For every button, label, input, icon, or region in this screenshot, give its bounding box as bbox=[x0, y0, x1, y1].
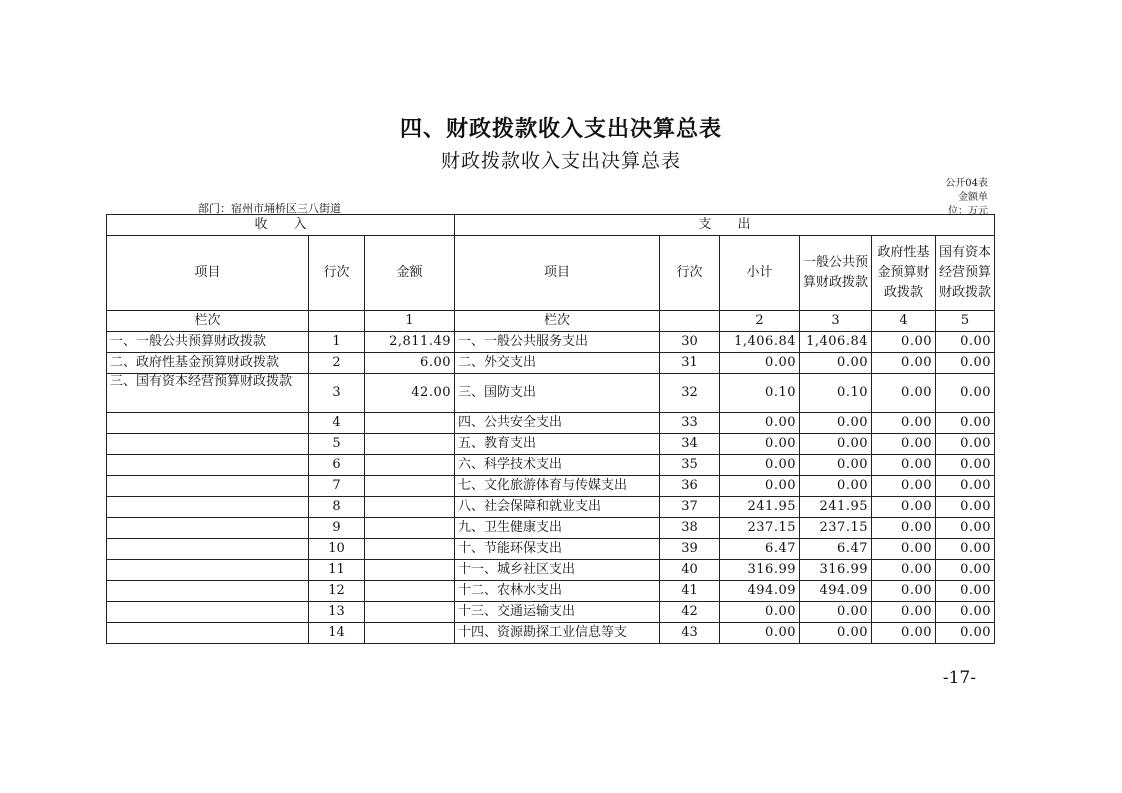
income-row-no-cell: 2 bbox=[309, 353, 365, 374]
state-capital-amount-cell: 0.00 bbox=[936, 560, 995, 581]
expense-item-cell: 二、外交支出 bbox=[455, 353, 660, 374]
expense-row-no-cell: 35 bbox=[660, 455, 720, 476]
income-item-cell bbox=[107, 602, 309, 623]
table-row bbox=[107, 518, 995, 539]
expense-row-no-cell: 40 bbox=[660, 560, 720, 581]
general-budget-amount-cell: 0.00 bbox=[800, 455, 872, 476]
income-item-cell bbox=[107, 560, 309, 581]
table-row bbox=[107, 434, 995, 455]
col-index-2: 2 bbox=[720, 311, 800, 332]
state-capital-amount-cell: 0.00 bbox=[936, 602, 995, 623]
expense-row-no-cell: 42 bbox=[660, 602, 720, 623]
expense-item-cell: 十一、城乡社区支出 bbox=[455, 560, 660, 581]
expense-item-cell: 一、一般公共服务支出 bbox=[455, 332, 660, 353]
income-item-cell bbox=[107, 623, 309, 644]
general-budget-amount-cell: 0.00 bbox=[800, 476, 872, 497]
income-amount-cell bbox=[365, 476, 455, 497]
gov-fund-amount-cell: 0.00 bbox=[872, 602, 936, 623]
table-row bbox=[107, 602, 995, 623]
income-row-no-cell: 6 bbox=[309, 455, 365, 476]
subtotal-cell: 0.00 bbox=[720, 434, 800, 455]
expense-item-cell: 三、国防支出 bbox=[455, 374, 660, 413]
state-capital-amount-cell: 0.00 bbox=[936, 353, 995, 374]
table-row bbox=[107, 623, 995, 644]
table-row bbox=[107, 476, 995, 497]
state-capital-amount-cell: 0.00 bbox=[936, 374, 995, 413]
column-header-row bbox=[107, 236, 995, 311]
subtotal-cell: 0.00 bbox=[720, 455, 800, 476]
income-item-cell bbox=[107, 539, 309, 560]
income-row-no-cell: 13 bbox=[309, 602, 365, 623]
income-amount-cell bbox=[365, 413, 455, 434]
expense-row-no-header: 行次 bbox=[660, 236, 720, 311]
expense-item-cell: 七、文化旅游体育与传媒支出 bbox=[455, 476, 660, 497]
income-item-cell bbox=[107, 476, 309, 497]
general-budget-amount-cell: 0.00 bbox=[800, 623, 872, 644]
general-budget-amount-cell: 0.00 bbox=[800, 413, 872, 434]
state-capital-amount-cell: 0.00 bbox=[936, 476, 995, 497]
state-capital-amount-cell: 0.00 bbox=[936, 434, 995, 455]
gov-fund-amount-cell: 0.00 bbox=[872, 434, 936, 455]
col-index-3: 3 bbox=[800, 311, 872, 332]
page-title: 四、财政拨款收入支出决算总表 bbox=[399, 116, 722, 142]
form-number: 公开04表 bbox=[945, 178, 988, 189]
subtotal-cell: 0.10 bbox=[720, 374, 800, 413]
subtotal-cell: 494.09 bbox=[720, 581, 800, 602]
general-budget-header: 一般公共预算财政拨款 bbox=[800, 236, 872, 311]
page-number: -17- bbox=[942, 668, 976, 688]
income-row-no-cell: 1 bbox=[309, 332, 365, 353]
expense-row-no-cell: 32 bbox=[660, 374, 720, 413]
gov-fund-header: 政府性基金预算财政拨款 bbox=[872, 236, 936, 311]
income-amount-cell bbox=[365, 602, 455, 623]
subtotal-cell: 0.00 bbox=[720, 413, 800, 434]
subtotal-cell: 0.00 bbox=[720, 623, 800, 644]
income-item-header: 项目 bbox=[107, 236, 309, 311]
income-row-no-cell: 14 bbox=[309, 623, 365, 644]
unit-label-1: 金额单 bbox=[958, 192, 988, 203]
subtotal-cell: 0.00 bbox=[720, 353, 800, 374]
table-row bbox=[107, 581, 995, 602]
gov-fund-amount-cell: 0.00 bbox=[872, 539, 936, 560]
subtotal-cell: 237.15 bbox=[720, 518, 800, 539]
income-row-no-cell: 7 bbox=[309, 476, 365, 497]
expense-item-cell: 六、科学技术支出 bbox=[455, 455, 660, 476]
col-index-4: 4 bbox=[872, 311, 936, 332]
subtotal-cell: 316.99 bbox=[720, 560, 800, 581]
table-title: 财政拨款收入支出决算总表 bbox=[440, 150, 681, 172]
budget-table bbox=[106, 214, 995, 644]
column-index-row bbox=[107, 311, 995, 332]
income-item-cell: 一、一般公共预算财政拨款 bbox=[107, 332, 309, 353]
general-budget-amount-cell: 0.00 bbox=[800, 353, 872, 374]
income-item-cell bbox=[107, 455, 309, 476]
subtotal-cell: 1,406.84 bbox=[720, 332, 800, 353]
expense-item-cell: 十、节能环保支出 bbox=[455, 539, 660, 560]
general-budget-amount-cell: 241.95 bbox=[800, 497, 872, 518]
expense-row-no-cell: 33 bbox=[660, 413, 720, 434]
expense-item-cell: 十二、农林水支出 bbox=[455, 581, 660, 602]
expense-row-no-cell: 36 bbox=[660, 476, 720, 497]
income-item-cell: 二、政府性基金预算财政拨款 bbox=[107, 353, 309, 374]
expense-row-no-cell: 41 bbox=[660, 581, 720, 602]
gov-fund-amount-cell: 0.00 bbox=[872, 332, 936, 353]
table-row bbox=[107, 374, 995, 413]
state-capital-amount-cell: 0.00 bbox=[936, 518, 995, 539]
income-row-no-cell: 12 bbox=[309, 581, 365, 602]
col-index-1: 1 bbox=[365, 311, 455, 332]
table-row bbox=[107, 455, 995, 476]
unit-label-2: 位：万元 bbox=[948, 206, 988, 217]
income-amount-cell bbox=[365, 497, 455, 518]
income-amount-cell bbox=[365, 455, 455, 476]
gov-fund-amount-cell: 0.00 bbox=[872, 476, 936, 497]
subtotal-cell: 0.00 bbox=[720, 602, 800, 623]
expense-item-cell: 五、教育支出 bbox=[455, 434, 660, 455]
state-capital-header: 国有资本经营预算财政拨款 bbox=[936, 236, 995, 311]
income-row-no-cell: 9 bbox=[309, 518, 365, 539]
table-row bbox=[107, 332, 995, 353]
income-amount-cell bbox=[365, 623, 455, 644]
general-budget-amount-cell: 494.09 bbox=[800, 581, 872, 602]
gov-fund-amount-cell: 0.00 bbox=[872, 455, 936, 476]
state-capital-amount-cell: 0.00 bbox=[936, 455, 995, 476]
table-row bbox=[107, 497, 995, 518]
subtotal-header: 小计 bbox=[720, 236, 800, 311]
general-budget-amount-cell: 0.10 bbox=[800, 374, 872, 413]
income-item-cell bbox=[107, 581, 309, 602]
col-index-5: 5 bbox=[936, 311, 995, 332]
expense-item-cell: 四、公共安全支出 bbox=[455, 413, 660, 434]
income-amount-cell: 6.00 bbox=[365, 353, 455, 374]
gov-fund-amount-cell: 0.00 bbox=[872, 623, 936, 644]
expense-row-no-cell: 43 bbox=[660, 623, 720, 644]
section-header-row bbox=[107, 215, 995, 236]
income-row-no-cell: 11 bbox=[309, 560, 365, 581]
expense-header: 支 出 bbox=[455, 215, 995, 236]
gov-fund-amount-cell: 0.00 bbox=[872, 413, 936, 434]
general-budget-amount-cell: 1,406.84 bbox=[800, 332, 872, 353]
income-item-cell bbox=[107, 434, 309, 455]
state-capital-amount-cell: 0.00 bbox=[936, 332, 995, 353]
income-amount-cell bbox=[365, 539, 455, 560]
gov-fund-amount-cell: 0.00 bbox=[872, 497, 936, 518]
state-capital-amount-cell: 0.00 bbox=[936, 623, 995, 644]
col-index-empty-2 bbox=[660, 311, 720, 332]
col-index-label: 栏次 bbox=[107, 311, 309, 332]
table-row bbox=[107, 539, 995, 560]
expense-item-cell: 八、社会保障和就业支出 bbox=[455, 497, 660, 518]
state-capital-amount-cell: 0.00 bbox=[936, 539, 995, 560]
table-row bbox=[107, 353, 995, 374]
income-amount-cell bbox=[365, 581, 455, 602]
expense-row-no-cell: 37 bbox=[660, 497, 720, 518]
income-row-no-cell: 3 bbox=[309, 374, 365, 413]
expense-item-cell: 十三、交通运输支出 bbox=[455, 602, 660, 623]
col-index-empty bbox=[309, 311, 365, 332]
gov-fund-amount-cell: 0.00 bbox=[872, 581, 936, 602]
income-amount-cell bbox=[365, 518, 455, 539]
subtotal-cell: 241.95 bbox=[720, 497, 800, 518]
table-row bbox=[107, 560, 995, 581]
col-index-exp-label: 栏次 bbox=[455, 311, 660, 332]
income-row-no-header: 行次 bbox=[309, 236, 365, 311]
expense-item-cell: 九、卫生健康支出 bbox=[455, 518, 660, 539]
income-amount-cell: 2,811.49 bbox=[365, 332, 455, 353]
income-row-no-cell: 10 bbox=[309, 539, 365, 560]
department-label: 部门：宿州市埇桥区三八街道 bbox=[198, 202, 341, 215]
general-budget-amount-cell: 0.00 bbox=[800, 602, 872, 623]
table-row bbox=[107, 413, 995, 434]
expense-row-no-cell: 31 bbox=[660, 353, 720, 374]
expense-row-no-cell: 38 bbox=[660, 518, 720, 539]
income-item-cell: 三、国有资本经营预算财政拨款 bbox=[107, 374, 309, 413]
state-capital-amount-cell: 0.00 bbox=[936, 497, 995, 518]
expense-row-no-cell: 34 bbox=[660, 434, 720, 455]
expense-row-no-cell: 39 bbox=[660, 539, 720, 560]
general-budget-amount-cell: 6.47 bbox=[800, 539, 872, 560]
gov-fund-amount-cell: 0.00 bbox=[872, 518, 936, 539]
expense-item-cell: 十四、资源勘探工业信息等支 bbox=[455, 623, 660, 644]
general-budget-amount-cell: 0.00 bbox=[800, 434, 872, 455]
income-header: 收 入 bbox=[107, 215, 455, 236]
gov-fund-amount-cell: 0.00 bbox=[872, 353, 936, 374]
expense-item-header: 项目 bbox=[455, 236, 660, 311]
subtotal-cell: 6.47 bbox=[720, 539, 800, 560]
income-item-cell bbox=[107, 413, 309, 434]
income-amount-header: 金额 bbox=[365, 236, 455, 311]
gov-fund-amount-cell: 0.00 bbox=[872, 560, 936, 581]
income-amount-cell: 42.00 bbox=[365, 374, 455, 413]
state-capital-amount-cell: 0.00 bbox=[936, 581, 995, 602]
income-row-no-cell: 5 bbox=[309, 434, 365, 455]
general-budget-amount-cell: 237.15 bbox=[800, 518, 872, 539]
income-row-no-cell: 4 bbox=[309, 413, 365, 434]
state-capital-amount-cell: 0.00 bbox=[936, 413, 995, 434]
subtotal-cell: 0.00 bbox=[720, 476, 800, 497]
expense-row-no-cell: 30 bbox=[660, 332, 720, 353]
income-row-no-cell: 8 bbox=[309, 497, 365, 518]
income-item-cell bbox=[107, 497, 309, 518]
income-amount-cell bbox=[365, 434, 455, 455]
income-amount-cell bbox=[365, 560, 455, 581]
gov-fund-amount-cell: 0.00 bbox=[872, 374, 936, 413]
income-item-cell bbox=[107, 518, 309, 539]
general-budget-amount-cell: 316.99 bbox=[800, 560, 872, 581]
